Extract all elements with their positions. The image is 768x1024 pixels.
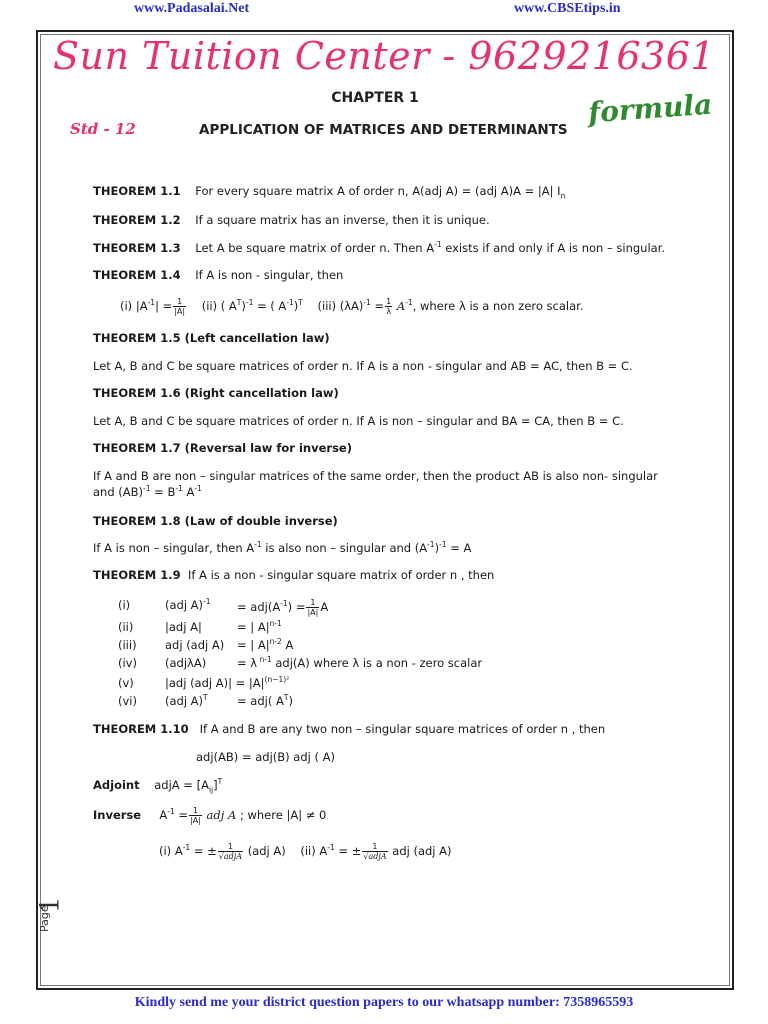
top-header — [0, 0, 768, 20]
theorem-1-5-label — [93, 331, 330, 346]
theorem-text: Let A be square matrix of order n. Then A — [195, 241, 435, 255]
formula-stamp: formula — [587, 87, 714, 130]
page-number: 1 — [35, 896, 66, 914]
inverse-formula-ii: (ii) A — [300, 844, 328, 858]
theorem-label: THEOREM 1.10 — [93, 722, 189, 736]
theorem-1-1 — [93, 184, 565, 199]
theorem-label: THEOREM 1.8 (Law of double inverse) — [93, 514, 338, 528]
item-lhs: |adj (adj $A)| = |A|^{(n-1)^2}$ — [165, 675, 290, 690]
item-num: (ii) — [118, 620, 134, 634]
theorem-1-4 — [93, 268, 343, 283]
inverse-formula-i: (i) A — [159, 844, 183, 858]
theorem-label: THEOREM 1.5 (Left cancellation law) — [93, 331, 330, 345]
theorem-1-10-eq: adj(AB) = adj(B) adj ( A) — [196, 750, 335, 764]
item-lhs: adj (adj A) — [165, 638, 225, 652]
theorem-1-7-label — [93, 441, 352, 456]
superscript: -1 — [434, 240, 442, 250]
theorem-1-8-text: If A is non – singular, then $A^{-1}$ is also non – singular and $(A^{-1})^{-1} = A$ — [93, 540, 472, 555]
theorem-1-6-text — [93, 414, 624, 429]
theorem-1-4-formulas: (i) $|A^{-1}|$ = $\frac{1}{|A|}$ (ii) ( $A^T)^{-1}$ = ( $A^{-1})^T$ (iii) $(\lambda A)^{-1}$ = $\frac{1}{\lambda}$ $A^{-1}$, where λ is a non zero scalar. — [120, 297, 584, 316]
page-label: Page — [38, 905, 51, 932]
cbsetips-link[interactable]: www.CBSEtips.in — [514, 1, 621, 16]
formula-i: (i) |A — [120, 299, 148, 313]
theorem-1-2 — [93, 213, 490, 228]
item-lhs: |adj A| — [165, 620, 202, 634]
item-rhs: = $adj(A^{-1})$ = $\frac{1}{|A|}$ A — [237, 598, 329, 617]
inverse-label: Inverse — [93, 808, 142, 822]
theorem-text: If A and B are any two non – singular square matrices of order n , then — [199, 722, 606, 736]
std-label: Std - 12 — [70, 120, 136, 138]
theorem-text: If A is a non - singular square matrix of order n , then — [187, 568, 495, 582]
theorem-1-6-label — [93, 386, 339, 401]
formula-ii: (ii) ( A — [201, 299, 237, 313]
theorem-text: and (AB) — [93, 485, 144, 499]
adjoint-label: Adjoint — [93, 778, 140, 792]
theorem-label: THEOREM 1.1 — [93, 184, 181, 198]
theorem-text-tail: exists if and only if A is non – singular. — [441, 241, 666, 255]
formula-tail: , where λ is a non zero scalar. — [412, 299, 584, 313]
item-rhs: = λ $^{n-1}$ adj(A) where λ is a non - zero scalar — [237, 655, 483, 670]
inverse-condition: ; where |A| ≠ 0 — [239, 808, 327, 822]
theorem-1-9 — [93, 568, 494, 583]
inverse-row: Inverse $A^{-1}$ = $\frac{1}{|A|}$ adj A ; where |A| ≠ 0 — [93, 806, 327, 825]
theorem-1-3 — [93, 241, 665, 256]
theorem-label: THEOREM 1.3 — [93, 241, 181, 255]
item-rhs: = | $A|^{n-1}$ — [237, 619, 282, 634]
inverse-sub-formulas: (i) $A^{-1}$ = ± $\frac{1}{\text{√adjA}}$ (adj A) (ii) $A^{-1}$ = ± $\frac{1}{\text{√adjA}}$ adj (adj A) — [159, 842, 452, 861]
item-num: (v) — [118, 676, 134, 690]
padasalai-link[interactable]: www.Padasalai.Net — [134, 1, 250, 16]
theorem-text: Let A, B and C be square matrices of order n. If A is a non - singular and AB = AC, then B = C. — [93, 359, 633, 373]
formula-iii: (iii) (λA) — [317, 299, 364, 313]
theorem-1-7-text2: and $(AB)^{-1} = B^{-1}$ $A^{-1}$ — [93, 484, 202, 499]
item-rhs: = | $A|^{n-2}$ A — [237, 637, 294, 652]
item-num: (iv) — [118, 656, 137, 670]
item-num: (iii) — [118, 638, 137, 652]
theorem-label: THEOREM 1.7 (Reversal law for inverse) — [93, 441, 352, 455]
theorem-label: THEOREM 1.2 — [93, 213, 181, 227]
theorem-1-5-text — [93, 359, 633, 374]
chapter-heading: CHAPTER 1 — [331, 90, 419, 106]
theorem-label: THEOREM 1.9 — [93, 568, 181, 582]
theorem-text: Let A, B and C be square matrices of order n. If A is non – singular and BA = CA, then B = C. — [93, 414, 624, 428]
theorem-1-8-label — [93, 514, 338, 529]
theorem-text: If A and B are non – singular matrices of the same order, then the product AB is also non- singular — [93, 469, 658, 483]
chapter-title: APPLICATION OF MATRICES AND DETERMINANTS — [199, 122, 568, 138]
theorem-text: For every square matrix A of order n, A(adj A) = (adj A)A = |A| I — [195, 184, 561, 198]
item-num: (i) — [118, 598, 131, 612]
theorem-label: THEOREM 1.4 — [93, 268, 181, 282]
item-lhs: (adj A)$^T$ — [165, 693, 208, 708]
theorem-1-10 — [93, 722, 605, 737]
item-num: (vi) — [118, 694, 137, 708]
brand-title: Sun Tuition Center - 9629216361 — [52, 34, 716, 78]
theorem-text: If a square matrix has an inverse, then it is unique. — [195, 213, 490, 227]
footer-notice: Kindly send me your district question papers to our whatsapp number: 7358965593 — [134, 995, 634, 1010]
theorem-label: THEOREM 1.6 (Right cancellation law) — [93, 386, 339, 400]
adjoint-formula: adjA = [A — [154, 778, 209, 792]
item-lhs: (adj A)$^{-1}$ — [165, 597, 211, 612]
item-rhs: = adj( $A^T$) — [237, 693, 293, 708]
theorem-1-7-text — [93, 469, 658, 484]
adjoint-row: Adjoint adjA = $[A_{ij}]^T$ — [93, 777, 223, 795]
subscript: n — [560, 191, 566, 201]
item-lhs: (adjλA) — [165, 656, 207, 670]
theorem-text: If A is non - singular, then — [195, 268, 344, 282]
theorem-text: If A is non – singular, then A — [93, 541, 255, 555]
